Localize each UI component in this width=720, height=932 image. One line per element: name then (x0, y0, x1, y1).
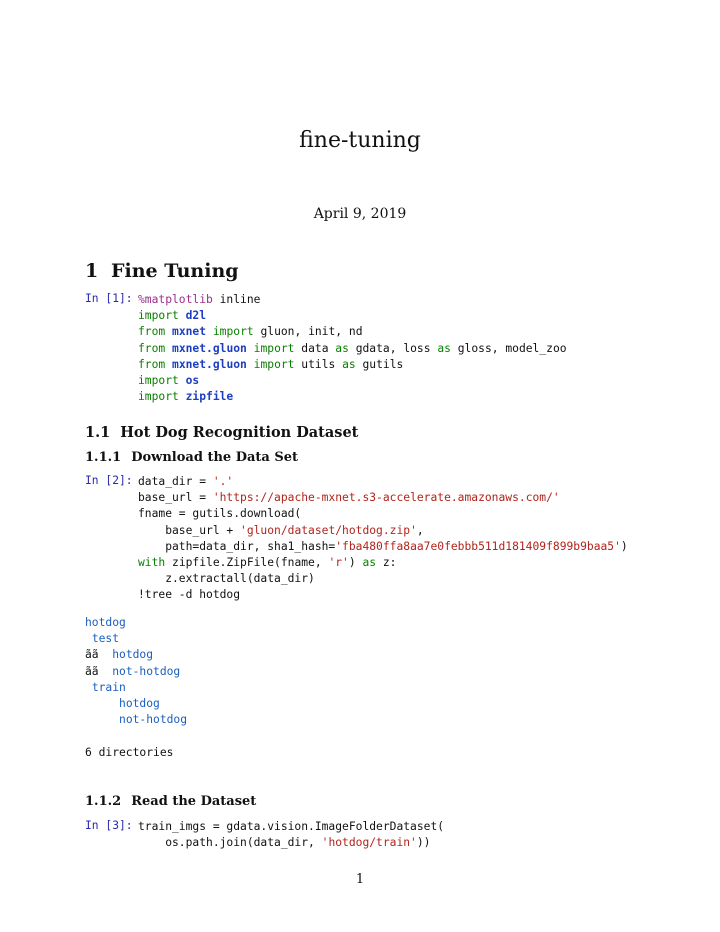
cell-prompt-1: In [1]: (85, 292, 133, 305)
code-token (179, 309, 186, 322)
code-token (165, 325, 172, 338)
code-token: z.extractall(data_dir) (138, 572, 315, 586)
code-token: os (185, 374, 200, 388)
code-line (138, 474, 628, 490)
code-token: mxnet.gluon (172, 357, 247, 371)
code-token: data_dir = (138, 475, 213, 488)
code-token: ) (620, 539, 628, 553)
code-line (85, 696, 187, 712)
code-token: import (212, 325, 254, 339)
code-line (138, 506, 628, 522)
subsubsection-heading-read (85, 794, 256, 809)
document-date: April 9, 2019 (313, 206, 407, 222)
code-line (138, 324, 567, 340)
subsubsection-number: 1.1.2 (85, 794, 122, 809)
code-line (138, 523, 628, 539)
code-line (85, 712, 187, 728)
code-token: as (335, 341, 349, 355)
subsubsection-number: 1.1.1 (85, 450, 122, 465)
code-line (138, 308, 567, 324)
code-line (85, 728, 187, 744)
code-token: gutils (355, 357, 404, 371)
code-token: hotdog (85, 616, 126, 629)
code-line (138, 357, 567, 373)
code-cell-1 (138, 292, 567, 405)
code-token: gloss, model_zoo (450, 341, 567, 355)
code-token: import (138, 374, 179, 388)
code-token (206, 325, 213, 338)
code-line (85, 745, 187, 761)
subsection-title: Hot Dog Recognition Dataset (120, 424, 359, 441)
code-line (138, 587, 628, 603)
section-title: Fine Tuning (111, 260, 239, 282)
code-line (85, 680, 187, 696)
code-token: base_url = (138, 491, 213, 505)
code-token: test (91, 632, 120, 646)
code-token: data (294, 341, 336, 355)
code-token: utils (294, 357, 343, 371)
code-token (179, 390, 186, 403)
code-token: )) (416, 836, 431, 850)
code-token: not-hotdog (119, 713, 188, 727)
code-line (138, 819, 444, 835)
code-token: import (253, 341, 295, 355)
cell-prompt-3: In [3]: (85, 819, 133, 832)
code-line (138, 571, 628, 587)
code-token: gluon, init, nd (253, 325, 363, 339)
code-token (165, 342, 172, 355)
code-token: os.path.join(data_dir, (138, 836, 322, 850)
subsubsection-title: Read the Dataset (131, 794, 257, 809)
code-line (138, 373, 567, 389)
code-token: hotdog (119, 697, 160, 711)
code-token (247, 342, 254, 355)
code-token: inline (212, 293, 261, 306)
code-token: 6 directories (85, 745, 174, 759)
code-token: import (253, 357, 295, 371)
code-token (179, 374, 186, 387)
code-token: z: (376, 556, 397, 570)
code-line (138, 490, 628, 506)
code-token: ) (348, 556, 363, 570)
code-line (138, 835, 444, 851)
code-line (138, 539, 628, 555)
code-token: ãã (85, 664, 113, 678)
code-token (85, 697, 119, 710)
code-line (85, 615, 187, 631)
code-cell-2 (138, 474, 628, 604)
section-number: 1 (85, 260, 99, 282)
code-token: hotdog (112, 648, 154, 662)
code-line (138, 341, 567, 357)
section-heading-fine-tuning (85, 260, 239, 282)
code-token: d2l (185, 309, 207, 323)
code-line (138, 555, 628, 571)
code-token: %matplotlib (138, 293, 213, 306)
code-token (85, 632, 92, 645)
code-token: path=data_dir, sha1_hash= (138, 539, 336, 553)
document-title: fine-tuning (299, 128, 421, 153)
code-line (85, 631, 187, 647)
cell-prompt-2: In [2]: (85, 474, 133, 487)
code-token: 'https://apache-mxnet.s3-accelerate.amazonaws.com/' (212, 491, 560, 505)
code-token: mxnet (172, 325, 207, 339)
code-token: ãã (85, 648, 113, 662)
code-token: fname = gutils.download( (138, 507, 302, 521)
code-token: train (91, 680, 126, 694)
code-token: import (138, 390, 179, 404)
code-token: zipfile (185, 390, 234, 404)
code-line (85, 647, 187, 663)
code-token (165, 358, 172, 371)
code-token (85, 713, 119, 726)
subsection-heading-dataset (85, 424, 358, 441)
code-token: '.' (212, 475, 234, 488)
code-token (247, 358, 254, 371)
subsubsection-heading-download (85, 450, 298, 465)
code-token: zipfile.ZipFile(fname, (165, 556, 329, 570)
code-line (138, 389, 567, 405)
code-token: base_url + (138, 523, 241, 537)
subsection-number: 1.1 (85, 424, 111, 441)
subsubsection-title: Download the Data Set (131, 450, 299, 465)
code-token: import (138, 309, 179, 323)
code-token: mxnet.gluon (172, 341, 247, 355)
page-number: 1 (355, 872, 365, 887)
code-token: !tree -d hotdog (138, 588, 241, 602)
code-token (85, 681, 92, 694)
code-token: from (138, 357, 166, 371)
code-token: 'gluon/dataset/hotdog.zip' (240, 523, 417, 537)
code-token: not-hotdog (112, 664, 181, 678)
code-token: 'fba480ffa8aa7e0febbb511d181409f899b9baa5' (335, 539, 621, 553)
code-token: from (138, 341, 166, 355)
code-line (138, 292, 567, 308)
code-token: as (362, 556, 377, 570)
code-token: 'hotdog/train' (321, 836, 417, 850)
code-token: as (437, 341, 451, 355)
code-token: as (342, 357, 356, 371)
code-token: train_imgs = gdata.vision.ImageFolderDataset( (138, 820, 445, 833)
code-token: gdata, loss (348, 341, 438, 355)
code-token: 'r' (328, 556, 349, 570)
code-token: with (138, 556, 166, 570)
code-token: from (138, 325, 166, 339)
code-line (85, 664, 187, 680)
cell-output-tree (85, 615, 187, 761)
code-cell-3 (138, 819, 444, 851)
code-token: , (416, 523, 424, 537)
